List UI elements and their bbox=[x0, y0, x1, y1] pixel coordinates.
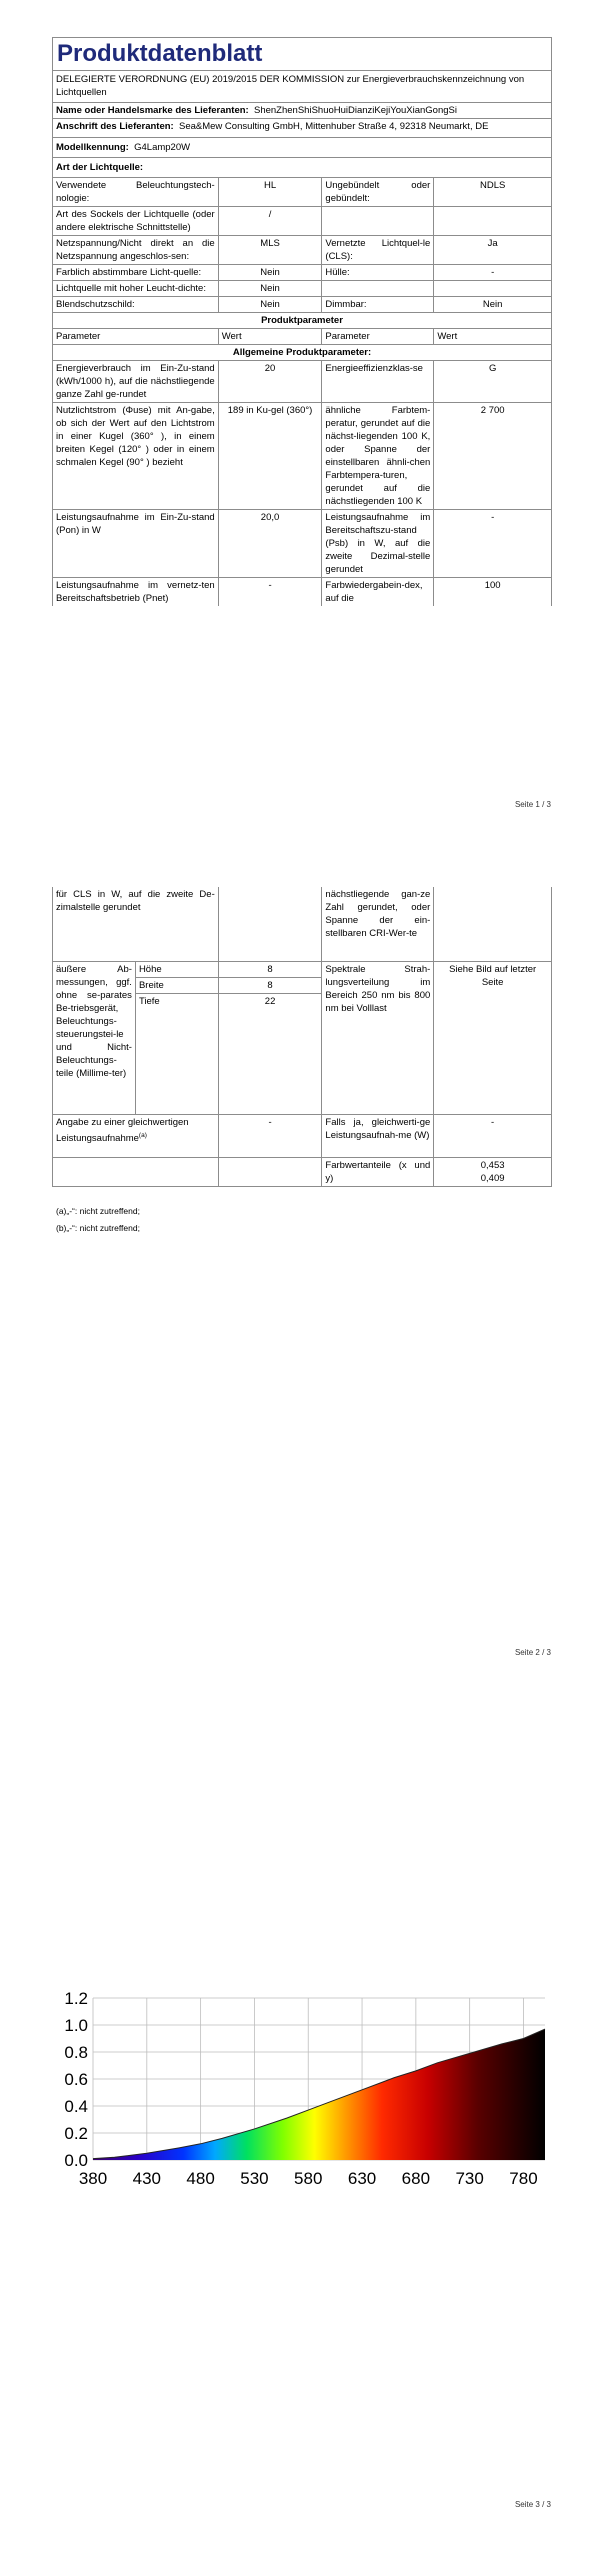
param-label: Nutzlichtstrom (Φuse) mit An-gabe, ob sich der Wert auf den Lichtstrom in einer Kugel (360° ), in einem breiten Kegel (120° ) oder in einem schmalen Kegel (90° ) bezieht bbox=[53, 403, 219, 510]
dimension-name: Tiefe bbox=[135, 994, 218, 1115]
regulation-text: DELEGIERTE VERORDNUNG (EU) 2019/2015 DER KOMMISSION zur Energieverbrauchskennzeichnung von Lichtquellen bbox=[53, 71, 552, 103]
param-label: Energieverbrauch im Ein-Zu-stand (kWh/1000 h), auf die nächstliegende ganze Zahl ge-rundet bbox=[53, 361, 219, 403]
param-value: 20,0 bbox=[218, 510, 322, 578]
dimensions-label: äußere Ab-messungen, ggf. ohne se-parates Be-triebsgerät, Beleuchtungs-steuerungstei-le und Nicht-Beleuchtungs-teile (Millime-ter) bbox=[53, 962, 136, 1115]
param-value: - bbox=[434, 510, 552, 578]
equivalent-power-label: Angabe zu einer gleichwertigen Leistungsaufnahme bbox=[56, 1117, 189, 1145]
dimension-name: Höhe bbox=[135, 962, 218, 978]
param-value: 189 in Ku-gel (360°) bbox=[218, 403, 322, 510]
table-row bbox=[53, 1115, 552, 1158]
param-label: Leistungsaufnahme im vernetz-ten Bereitschaftsbetrieb (Pnet) bbox=[53, 578, 219, 607]
model-value: G4Lamp20W bbox=[134, 142, 191, 153]
param-value: 100 bbox=[434, 578, 552, 607]
page-number: Seite 1 / 3 bbox=[514, 800, 551, 809]
table-row bbox=[53, 510, 552, 578]
x-tick-label: 480 bbox=[186, 2169, 215, 2188]
footnote: (b)„-“: nicht zutreffend; bbox=[56, 1223, 140, 1233]
column-header-row bbox=[53, 329, 552, 345]
param-value bbox=[434, 207, 552, 236]
x-tick-label: 630 bbox=[347, 2169, 377, 2188]
table-row bbox=[53, 403, 552, 510]
param-value bbox=[434, 887, 552, 962]
table-row bbox=[53, 361, 552, 403]
param-value: - bbox=[218, 1115, 322, 1158]
param-label: Leistungsaufnahme im Ein-Zu-stand (Pon) in W bbox=[53, 510, 219, 578]
param-value bbox=[218, 1158, 322, 1187]
y-tick-label: 0.2 bbox=[64, 2124, 88, 2143]
dimension-value: 8 bbox=[218, 978, 322, 994]
column-header: Wert bbox=[218, 329, 322, 345]
page-number: Seite 3 / 3 bbox=[514, 2500, 551, 2509]
param-value bbox=[434, 1158, 552, 1187]
light-type-header: Art der Lichtquelle: bbox=[53, 158, 552, 178]
param-label: Dimmbar: bbox=[322, 297, 434, 313]
datasheet-table-page1 bbox=[52, 37, 552, 606]
param-value: Nein bbox=[218, 281, 322, 297]
page-number: Seite 2 / 3 bbox=[514, 1648, 551, 1657]
y-tick-label: 0.0 bbox=[64, 2151, 88, 2170]
supplier-label: Name oder Handelsmarke des Lieferanten: bbox=[56, 105, 249, 116]
table-row bbox=[53, 962, 552, 978]
table-row bbox=[53, 578, 552, 607]
param-label: Lichtquelle mit hoher Leucht-dichte: bbox=[53, 281, 219, 297]
param-value: Ja bbox=[434, 236, 552, 265]
table-row bbox=[53, 178, 552, 207]
param-value: Nein bbox=[434, 297, 552, 313]
model-row bbox=[53, 138, 552, 158]
dimension-name: Breite bbox=[135, 978, 218, 994]
y-tick-label: 0.6 bbox=[64, 2070, 88, 2089]
param-label bbox=[53, 1158, 219, 1187]
x-tick-label: 430 bbox=[132, 2169, 161, 2188]
param-label: Netzspannung/Nicht direkt an die Netzspannung angeschlos-sen: bbox=[53, 236, 219, 265]
spectrum-area bbox=[93, 2029, 545, 2160]
y-tick-label: 0.4 bbox=[64, 2097, 88, 2116]
param-value: MLS bbox=[218, 236, 322, 265]
y-tick-label: 1.2 bbox=[64, 1990, 88, 2008]
chroma-y: 0,409 bbox=[480, 1173, 505, 1184]
footnote: (a)„-“: nicht zutreffend; bbox=[56, 1206, 140, 1216]
param-label: Hülle: bbox=[322, 265, 434, 281]
supplier-row bbox=[53, 103, 552, 119]
param-value: Nein bbox=[218, 297, 322, 313]
x-axis-ticks bbox=[79, 2169, 538, 2188]
spectrum-chart bbox=[55, 1990, 555, 2195]
param-label: ähnliche Farbtem-peratur, gerundet auf die nächst-liegenden 100 K, oder Spanne der einstellbaren ähnli-chen Farbtempera-turen, gerundet auf die nächstliegenden 100 K bbox=[322, 403, 434, 510]
param-label: Ungebündelt oder gebündelt: bbox=[322, 178, 434, 207]
param-value: HL bbox=[218, 178, 322, 207]
table-row bbox=[53, 297, 552, 313]
param-value: 20 bbox=[218, 361, 322, 403]
param-value: Nein bbox=[218, 265, 322, 281]
table-row bbox=[53, 281, 552, 297]
table-row bbox=[53, 207, 552, 236]
param-label bbox=[322, 207, 434, 236]
x-tick-label: 530 bbox=[240, 2169, 269, 2188]
param-label: Falls ja, gleichwerti-ge Leistungsaufnah-me (W) bbox=[322, 1115, 434, 1158]
page-title: Produktdatenblatt bbox=[53, 38, 552, 71]
chroma-x: 0,453 bbox=[480, 1160, 505, 1171]
table-row bbox=[53, 236, 552, 265]
x-tick-label: 780 bbox=[509, 2169, 538, 2188]
param-label: nächstliegende gan-ze Zahl gerundet, oder Spanne der ein-stellbaren CRI-Wer-te bbox=[322, 887, 434, 962]
product-params-header: Produktparameter bbox=[53, 313, 552, 329]
x-tick-label: 580 bbox=[294, 2169, 323, 2188]
y-tick-label: 0.8 bbox=[64, 2043, 88, 2062]
address-row bbox=[53, 119, 552, 138]
dimension-value: 8 bbox=[218, 962, 322, 978]
table-row bbox=[53, 1158, 552, 1187]
y-axis-ticks bbox=[64, 1990, 88, 2170]
param-value: - bbox=[434, 1115, 552, 1158]
param-label: Farbwertanteile (x und y) bbox=[322, 1158, 434, 1187]
param-value: - bbox=[218, 578, 322, 607]
x-tick-label: 730 bbox=[455, 2169, 484, 2188]
datasheet-table-page2 bbox=[52, 887, 552, 1187]
param-label: Vernetzte Lichtquel-le (CLS): bbox=[322, 236, 434, 265]
supplier-name: ShenZhenShiShuoHuiDianziKejiYouXianGongSi bbox=[254, 105, 457, 116]
model-label: Modellkennung: bbox=[56, 142, 129, 153]
param-label: Blendschutzschild: bbox=[53, 297, 219, 313]
param-label: Energieeffizienzklas-se bbox=[322, 361, 434, 403]
footnote-marker: (a) bbox=[138, 1132, 147, 1139]
address-label: Anschrift des Lieferanten: bbox=[56, 121, 174, 132]
param-value: / bbox=[218, 207, 322, 236]
param-label: Farbwiedergabein-dex, auf die bbox=[322, 578, 434, 607]
param-label: Farblich abstimmbare Licht-quelle: bbox=[53, 265, 219, 281]
param-label bbox=[322, 281, 434, 297]
param-value: Siehe Bild auf letzter Seite bbox=[434, 962, 552, 1115]
dimension-value: 22 bbox=[218, 994, 322, 1115]
param-value: - bbox=[434, 265, 552, 281]
general-params-header: Allgemeine Produktparameter: bbox=[53, 345, 552, 361]
param-label: Art des Sockels der Lichtquelle (oder andere elektrische Schnittstelle) bbox=[53, 207, 219, 236]
x-tick-label: 680 bbox=[401, 2169, 431, 2188]
param-label: Verwendete Beleuchtungstech-nologie: bbox=[53, 178, 219, 207]
param-label: Leistungsaufnahme im Bereitschaftszu-stand (Psb) in W, auf die zweite Dezimal-stelle gerundet bbox=[322, 510, 434, 578]
x-tick-label: 380 bbox=[78, 2169, 108, 2188]
param-label: Spektrale Strah-lungsverteilung im Bereich 250 nm bis 800 nm bei Volllast bbox=[322, 962, 434, 1115]
table-row bbox=[53, 887, 552, 962]
param-value: NDLS bbox=[434, 178, 552, 207]
param-value: G bbox=[434, 361, 552, 403]
param-value bbox=[218, 887, 322, 962]
param-value bbox=[434, 281, 552, 297]
table-row bbox=[53, 265, 552, 281]
param-label bbox=[53, 1115, 219, 1158]
param-label: für CLS in W, auf die zweite De-zimalstelle gerundet bbox=[53, 887, 219, 962]
address-value: Sea&Mew Consulting GmbH, Mittenhuber Straße 4, 92318 Neumarkt, DE bbox=[179, 121, 489, 132]
column-header: Wert bbox=[434, 329, 552, 345]
y-tick-label: 1.0 bbox=[64, 2016, 88, 2035]
column-header: Parameter bbox=[53, 329, 219, 345]
column-header: Parameter bbox=[322, 329, 434, 345]
param-value: 2 700 bbox=[434, 403, 552, 510]
